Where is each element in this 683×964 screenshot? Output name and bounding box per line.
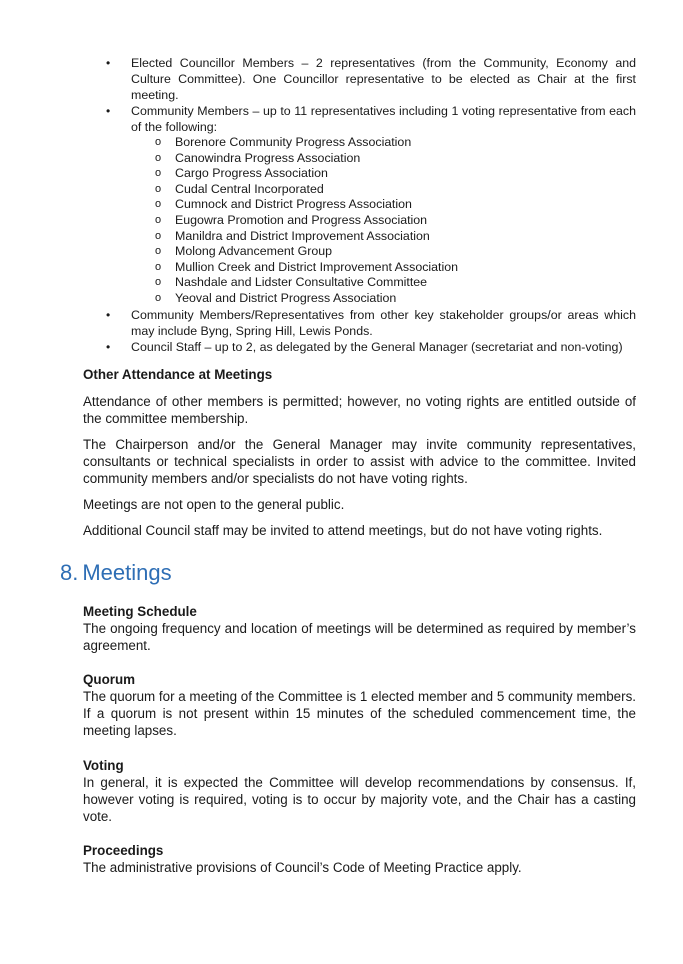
other-attendance-section bbox=[83, 366, 636, 539]
list-item: o Yeoval and District Progress Association bbox=[155, 290, 397, 305]
other-attendance-p4: Additional Council staff may be invited to attend meetings, but do not have voting rights. bbox=[83, 523, 603, 538]
list-item bbox=[106, 55, 636, 103]
proceedings-heading: Proceedings bbox=[83, 843, 164, 858]
circle-bullet-icon: o bbox=[155, 136, 162, 148]
list-item bbox=[106, 103, 636, 307]
elected-members-text: Elected Councillor Members – 2 representatives (from the Community, Economy and Culture Committee). One Councillor representative to be elected as Chair at the first meeting. bbox=[131, 56, 636, 102]
bullet-icon: • bbox=[106, 339, 111, 354]
list-item: o Cudal Central Incorporated bbox=[155, 181, 324, 196]
bullet-icon: • bbox=[106, 307, 111, 322]
list-item: o Nashdale and Lidster Consultative Committee bbox=[155, 275, 428, 290]
meeting-schedule-text: The ongoing frequency and location of meetings will be determined as required by member’s agreement. bbox=[83, 621, 636, 653]
circle-bullet-icon: o bbox=[155, 167, 162, 180]
quorum-section bbox=[83, 671, 636, 739]
meeting-schedule-section bbox=[83, 603, 636, 654]
membership-list bbox=[106, 55, 636, 355]
circle-bullet-icon: o bbox=[155, 260, 162, 273]
quorum-text: The quorum for a meeting of the Committee is 1 elected member and 5 community members. If a quorum is not present within 15 minutes of the scheduled commencement time, the meeting lapses. bbox=[83, 689, 636, 738]
proceedings-section bbox=[83, 842, 636, 876]
list-item: o Mullion Creek and District Improvement Association bbox=[155, 259, 459, 274]
circle-bullet-icon: o bbox=[155, 182, 162, 195]
other-attendance-heading: Other Attendance at Meetings bbox=[83, 367, 273, 382]
list-item bbox=[106, 307, 636, 339]
list-item: o Eugowra Promotion and Progress Association bbox=[155, 212, 428, 227]
proceedings-text: The administrative provisions of Council’s Code of Meeting Practice apply. bbox=[83, 860, 522, 875]
section-title: Meetings bbox=[82, 560, 172, 585]
bullet-icon: • bbox=[106, 56, 111, 70]
community-members-text: Community Members – up to 11 representatives including 1 voting representative from each of the following: bbox=[131, 104, 636, 134]
voting-text: In general, it is expected the Committee will develop recommendations by consensus. If, however voting is required, voting is to occur by majority vote, and the Chair has a casting vote. bbox=[83, 775, 636, 824]
stakeholders-text: Community Members/Representatives from other key stakeholder groups/or areas which may include Byng, Spring Hill, Lewis Ponds. bbox=[131, 307, 636, 338]
circle-bullet-icon: o bbox=[155, 276, 162, 289]
community-groups-list bbox=[131, 135, 636, 307]
list-item: o Manildra and District Improvement Association bbox=[155, 228, 430, 243]
circle-bullet-icon: o bbox=[155, 291, 162, 304]
circle-bullet-icon: o bbox=[155, 151, 162, 164]
list-item: o Borenore Community Progress Association bbox=[155, 135, 412, 149]
section-number: 8. bbox=[60, 560, 79, 585]
section-heading bbox=[60, 560, 172, 586]
circle-bullet-icon: o bbox=[155, 198, 162, 211]
circle-bullet-icon: o bbox=[155, 245, 162, 258]
list-item: o Cargo Progress Association bbox=[155, 166, 328, 181]
bullet-icon: • bbox=[106, 104, 111, 118]
council-staff-text: Council Staff – up to 2, as delegated by the General Manager (secretariat and non-voting) bbox=[131, 339, 623, 354]
voting-heading: Voting bbox=[83, 758, 124, 773]
list-item: o Molong Advancement Group bbox=[155, 244, 333, 259]
list-item: o Cumnock and District Progress Association bbox=[155, 197, 412, 212]
other-attendance-p2: The Chairperson and/or the General Manager may invite community representatives, consultants or technical specialists in order to assist with advice to the committee. Invited community members and/or specialists do not have voting rights. bbox=[83, 437, 636, 486]
other-attendance-p1: Attendance of other members is permitted; however, no voting rights are entitled outside of the committee membership. bbox=[83, 394, 636, 426]
circle-bullet-icon: o bbox=[155, 229, 162, 242]
quorum-heading: Quorum bbox=[83, 672, 136, 687]
list-item bbox=[106, 339, 636, 355]
voting-section bbox=[83, 757, 636, 825]
circle-bullet-icon: o bbox=[155, 213, 162, 226]
other-attendance-p3: Meetings are not open to the general public. bbox=[83, 497, 345, 512]
list-item: o Canowindra Progress Association bbox=[155, 150, 361, 165]
meeting-schedule-heading: Meeting Schedule bbox=[83, 604, 197, 619]
